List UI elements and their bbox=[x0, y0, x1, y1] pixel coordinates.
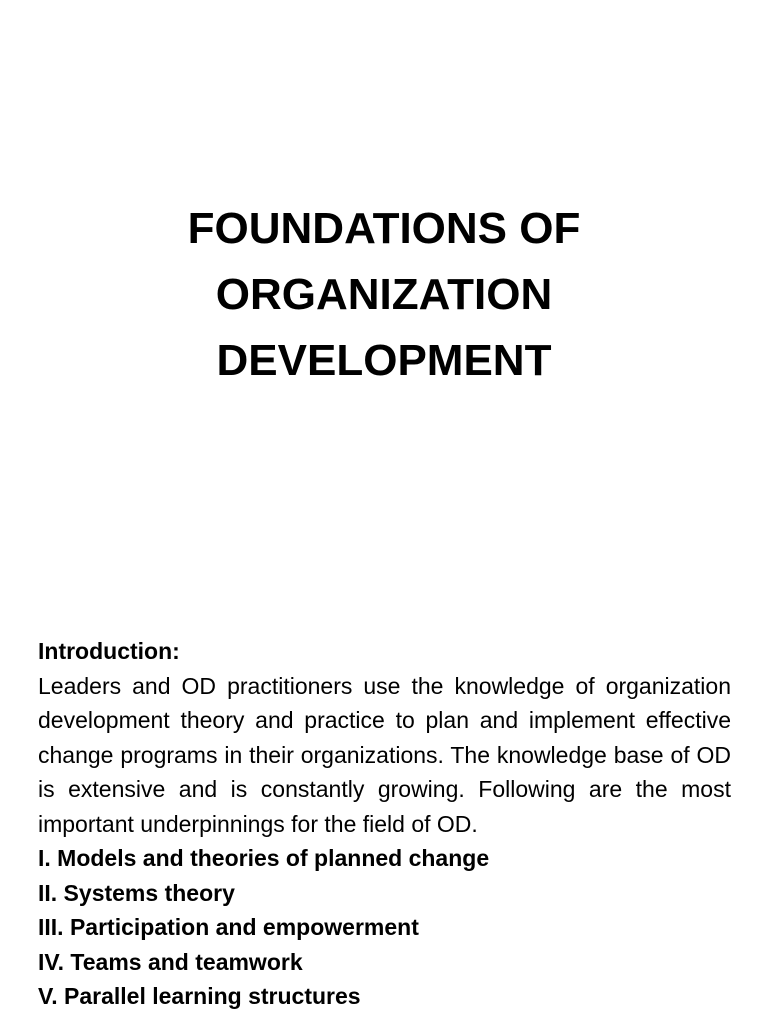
list-item: I. Models and theories of planned change bbox=[38, 845, 490, 871]
list-item: II. Systems theory bbox=[38, 879, 235, 906]
title-line: FOUNDATIONS OF bbox=[187, 204, 581, 253]
content-slide bbox=[0, 576, 768, 1024]
slide-title bbox=[0, 196, 768, 394]
intro-paragraph: Leaders and OD practitioners use the knowledge of organization development theory and practice to plan and implement effective change programs in their organizations. The knowledge base of OD is extensive and is constantly growing. Following are the most important underpinnings for the field of OD. bbox=[38, 672, 731, 837]
list-item: III. Participation and empowerment bbox=[38, 914, 419, 940]
list-item: V. Parallel learning structures bbox=[38, 983, 361, 1009]
title-line: ORGANIZATION bbox=[215, 270, 553, 319]
list-item: IV. Teams and teamwork bbox=[38, 948, 303, 975]
section-heading: Introduction: bbox=[38, 638, 180, 664]
slide-body bbox=[38, 634, 731, 1014]
title-line: DEVELOPMENT bbox=[216, 336, 552, 385]
